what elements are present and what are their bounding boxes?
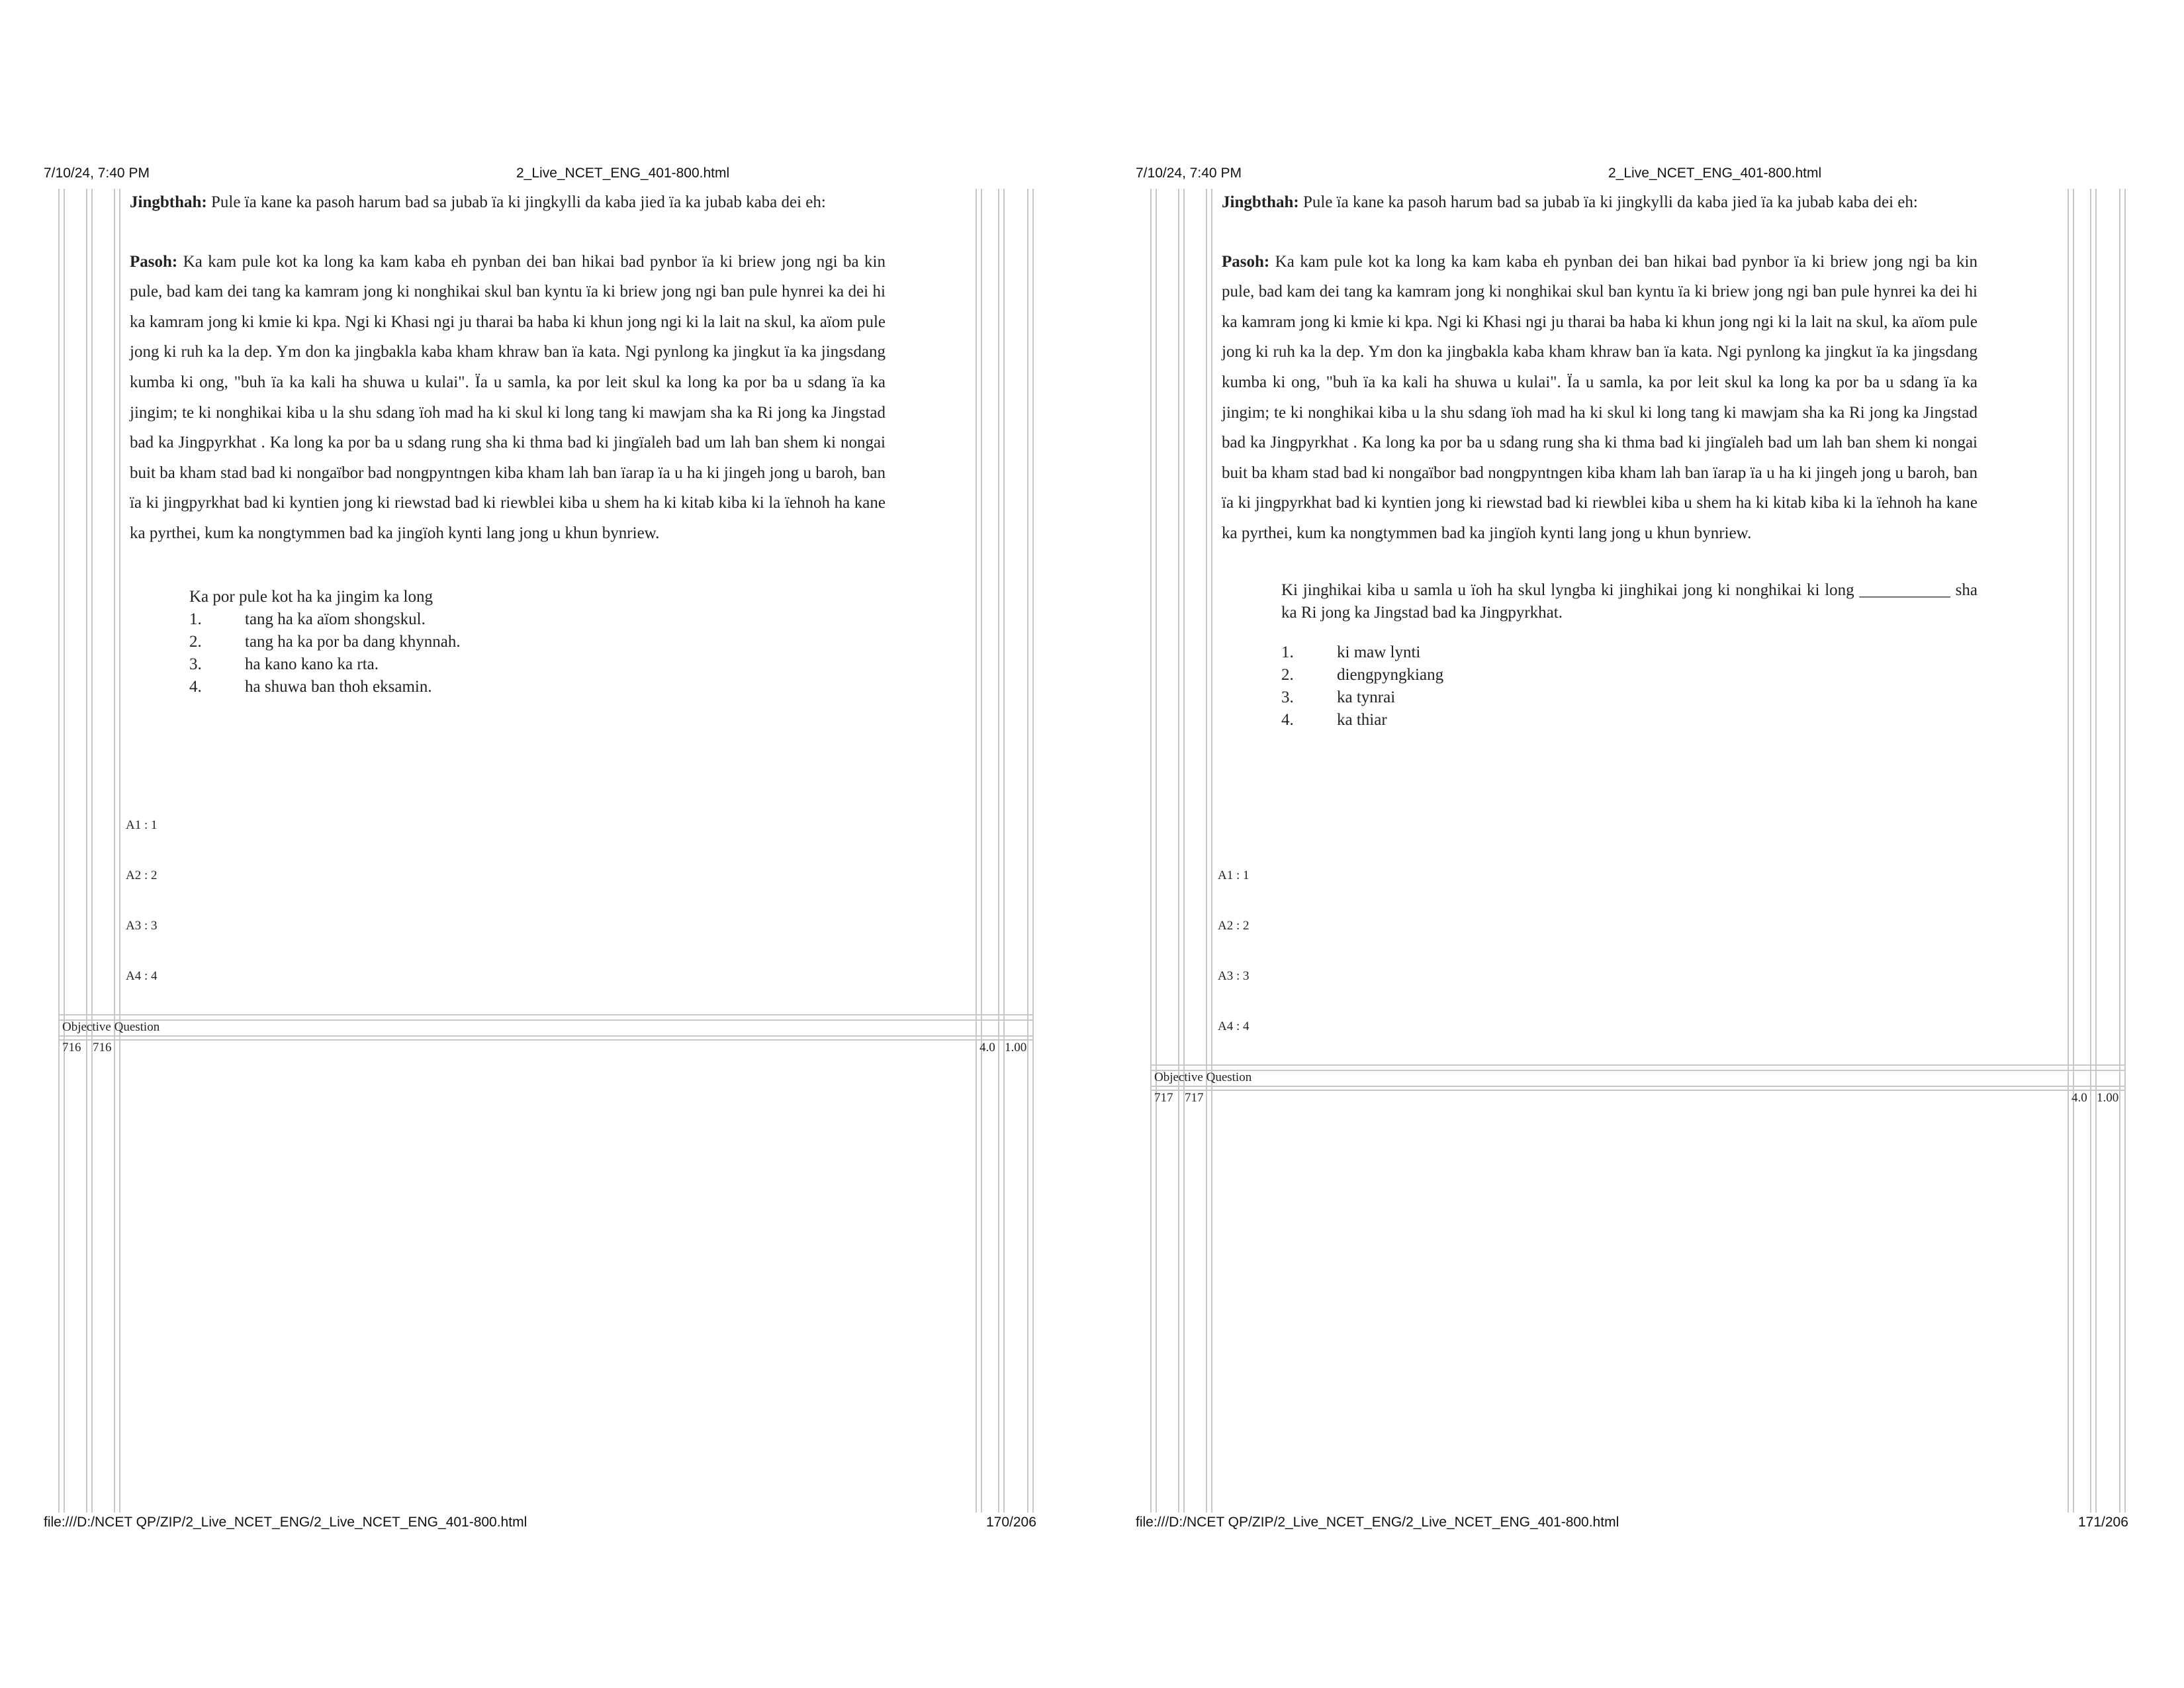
- option-item: [189, 676, 886, 698]
- option-text: ha shuwa ban thoh eksamin.: [245, 677, 432, 696]
- answer-2: A2 : 2: [1218, 919, 1250, 933]
- frame-line: [2119, 189, 2120, 1513]
- frame-line: [981, 189, 982, 1513]
- question-marks: 4.0: [2071, 1091, 2087, 1105]
- option-item: [189, 653, 886, 676]
- option-text: tang ha ka aïom shongskul.: [245, 610, 426, 628]
- frame-line: [1032, 189, 1034, 1513]
- question-marks: 4.0: [979, 1041, 995, 1055]
- question-id-b: 716: [93, 1041, 112, 1055]
- header-datetime: 7/10/24, 7:40 PM: [44, 165, 150, 181]
- negative-marks: 1.00: [2097, 1091, 2119, 1105]
- negative-marks: 1.00: [1005, 1041, 1027, 1055]
- frame-line: [1027, 189, 1028, 1513]
- answer-2: A2 : 2: [126, 868, 158, 882]
- frame-line: [1178, 189, 1179, 1513]
- option-text: diengpyngkiang: [1337, 665, 1444, 684]
- option-text: ka thiar: [1337, 710, 1387, 729]
- option-item: [189, 608, 886, 631]
- frame-line: [2068, 189, 2069, 1513]
- option-number: 2.: [189, 632, 202, 651]
- option-text: tang ha ka por ba dang khynnah.: [245, 632, 461, 651]
- option-number: 1.: [189, 610, 202, 628]
- passage-label: Pasoh:: [1222, 252, 1270, 271]
- question-text: Ki jinghikai kiba u samla u ïoh ha skul lyngba ki jinghikai jong ki nonghikai ki long ___________ sha ka Ri jong ka Jingstad bad ka Jingpyrkhat.: [1281, 581, 1978, 622]
- question-id-b: 717: [1185, 1091, 1204, 1105]
- frame-line: [2124, 189, 2126, 1513]
- answer-4: A4 : 4: [126, 969, 158, 983]
- frame-line: [86, 189, 87, 1513]
- frame-line: [1183, 189, 1185, 1513]
- footer-page-number: 171/206: [2078, 1515, 2128, 1530]
- page-right: [1092, 0, 2184, 1688]
- frame-line: [64, 189, 65, 1513]
- frame-line: [2073, 189, 2074, 1513]
- question-id-a: 717: [1154, 1091, 1173, 1105]
- answer-3: A3 : 3: [126, 919, 158, 933]
- answer-4: A4 : 4: [1218, 1019, 1250, 1033]
- answer-1: A1 : 1: [126, 818, 158, 832]
- row-divider: [58, 1039, 1034, 1041]
- option-list: [189, 608, 886, 698]
- row-divider: [1150, 1070, 2126, 1071]
- frame-line: [114, 189, 115, 1513]
- answer-1: A1 : 1: [1218, 868, 1250, 882]
- passage: [1222, 247, 1978, 549]
- row-divider: [58, 1014, 1034, 1015]
- option-number: 2.: [1281, 665, 1294, 684]
- option-number: 4.: [189, 677, 202, 696]
- objective-question-label: Objective Question: [1154, 1070, 1252, 1084]
- passage: [130, 247, 886, 549]
- frame-line: [58, 189, 60, 1513]
- row-divider: [1150, 1090, 2126, 1091]
- option-list: [1281, 641, 1978, 731]
- frame-line: [91, 189, 93, 1513]
- option-item: [1281, 641, 1978, 664]
- frame-line: [1003, 189, 1005, 1513]
- option-item: [1281, 686, 1978, 709]
- frame-line: [1150, 189, 1152, 1513]
- header-datetime: 7/10/24, 7:40 PM: [1136, 165, 1242, 181]
- option-text: ha kano kano ka rta.: [245, 655, 379, 673]
- option-number: 1.: [1281, 643, 1294, 661]
- option-number: 4.: [1281, 710, 1294, 729]
- row-divider: [1150, 1064, 2126, 1066]
- passage-text: Ka kam pule kot ka long ka kam kaba eh pynban dei ban hikai bad pynbor ïa ki briew jong ngi ba kin pule, bad kam dei tang ka kamram jong ki nonghikai skul ban kyntu ïa ki briew jong ngi ban pule hynrei ka dei hi ka kamram jong ki kmie ki kpa. Ngi ki Khasi ngi ju tharai ba haba ki khun jong ngi ki la lait na skul, ka aïom pule jong ki ruh ka la dep. Ym don ka jingbakla kaba kham khraw ban ïa kata. Ngi pynlong ka jingkut ïa ka jingsdang kumba ki ong, "buh ïa ka kali ha shuwa u kulai". Ïa u samla, ka por leit skul ka long ka por ba u sdang ïa ka jingim; te ki nonghikai kiba u la shu sdang ïoh mad ha ki skul ki long tang ki mawjam sha ka Ri jong ka Jingstad bad ka Jingpyrkhat . Ka long ka por ba u sdang rung sha ki thma bad ki jingïaleh bad um lah ban shem ki nongai buit ba kham stad bad ki nongaïbor bad nongpyntngen kiba kham lah ban ïarap ïa u ha ki jingeh jong u baroh, ban ïa ki jingpyrkhat bad ki kyntien jong ki riewstad bad ki riewblei kiba u shem ha ki kitab kiba ki la ïehnoh ha kane ka pyrthei, kum ka nongtymmen bad ka jingïoh kynti lang jong u khun bynriew.: [1222, 252, 1978, 542]
- header-title: 2_Live_NCET_ENG_401-800.html: [1608, 165, 1822, 181]
- passage-text: Ka kam pule kot ka long ka kam kaba eh pynban dei ban hikai bad pynbor ïa ki briew jong ngi ba kin pule, bad kam dei tang ka kamram jong ki nonghikai skul ban kyntu ïa ki briew jong ngi ban pule hynrei ka dei hi ka kamram jong ki kmie ki kpa. Ngi ki Khasi ngi ju tharai ba haba ki khun jong ngi ki la lait na skul, ka aïom pule jong ki ruh ka la dep. Ym don ka jingbakla kaba kham khraw ban ïa kata. Ngi pynlong ka jingkut ïa ka jingsdang kumba ki ong, "buh ïa ka kali ha shuwa u kulai". Ïa u samla, ka por leit skul ka long ka por ba u sdang ïa ka jingim; te ki nonghikai kiba u la shu sdang ïoh mad ha ki skul ki long tang ki mawjam sha ka Ri jong ka Jingstad bad ka Jingpyrkhat . Ka long ka por ba u sdang rung sha ki thma bad ki jingïaleh bad um lah ban shem ki nongai buit ba kham stad bad ki nongaïbor bad nongpyntngen kiba kham lah ban ïarap ïa u ha ki jingeh jong u baroh, ban ïa ki jingpyrkhat bad ki kyntien jong ki riewstad bad ki riewblei kiba u shem ha ki kitab kiba ki la ïehnoh ha kane ka pyrthei, kum ka nongtymmen bad ka jingïoh kynti lang jong u khun bynriew.: [130, 252, 886, 542]
- frame-line: [2095, 189, 2097, 1513]
- option-item: [1281, 709, 1978, 731]
- question-id-a: 716: [62, 1041, 81, 1055]
- frame-line: [119, 189, 120, 1513]
- frame-line: [998, 189, 999, 1513]
- instruction: [1222, 187, 1978, 218]
- instruction-label: Jingbthah:: [1222, 193, 1299, 211]
- instruction: [130, 187, 886, 218]
- row-divider: [1150, 1086, 2126, 1087]
- footer-url: file:///D:/NCET QP/ZIP/2_Live_NCET_ENG/2_Live_NCET_ENG_401-800.html: [1136, 1515, 1619, 1530]
- instruction-text: Pule ïa kane ka pasoh harum bad sa jubab ïa ki jingkylli da kaba jied ïa ka jubab kaba dei eh:: [206, 193, 826, 211]
- question-content: [130, 187, 886, 698]
- option-number: 3.: [189, 655, 202, 673]
- row-divider: [58, 1019, 1034, 1021]
- answer-3: A3 : 3: [1218, 969, 1250, 983]
- row-divider: [58, 1035, 1034, 1037]
- objective-question-label: Objective Question: [62, 1020, 160, 1034]
- option-item: [1281, 664, 1978, 686]
- option-item: [189, 631, 886, 653]
- header-title: 2_Live_NCET_ENG_401-800.html: [516, 165, 730, 181]
- passage-label: Pasoh:: [130, 252, 178, 271]
- question-content: [1222, 187, 1978, 731]
- frame-line: [1211, 189, 1212, 1513]
- footer-url: file:///D:/NCET QP/ZIP/2_Live_NCET_ENG/2_Live_NCET_ENG_401-800.html: [44, 1515, 527, 1530]
- instruction-label: Jingbthah:: [130, 193, 207, 211]
- frame-line: [1156, 189, 1157, 1513]
- frame-line: [1206, 189, 1207, 1513]
- frame-line: [976, 189, 977, 1513]
- option-text: ka tynrai: [1337, 688, 1396, 706]
- option-number: 3.: [1281, 688, 1294, 706]
- question-text: Ka por pule kot ha ka jingim ka long: [189, 587, 433, 606]
- footer-page-number: 170/206: [986, 1515, 1036, 1530]
- frame-line: [2090, 189, 2091, 1513]
- instruction-text: Pule ïa kane ka pasoh harum bad sa jubab ïa ki jingkylli da kaba jied ïa ka jubab kaba dei eh:: [1298, 193, 1918, 211]
- option-text: ki maw lynti: [1337, 643, 1421, 661]
